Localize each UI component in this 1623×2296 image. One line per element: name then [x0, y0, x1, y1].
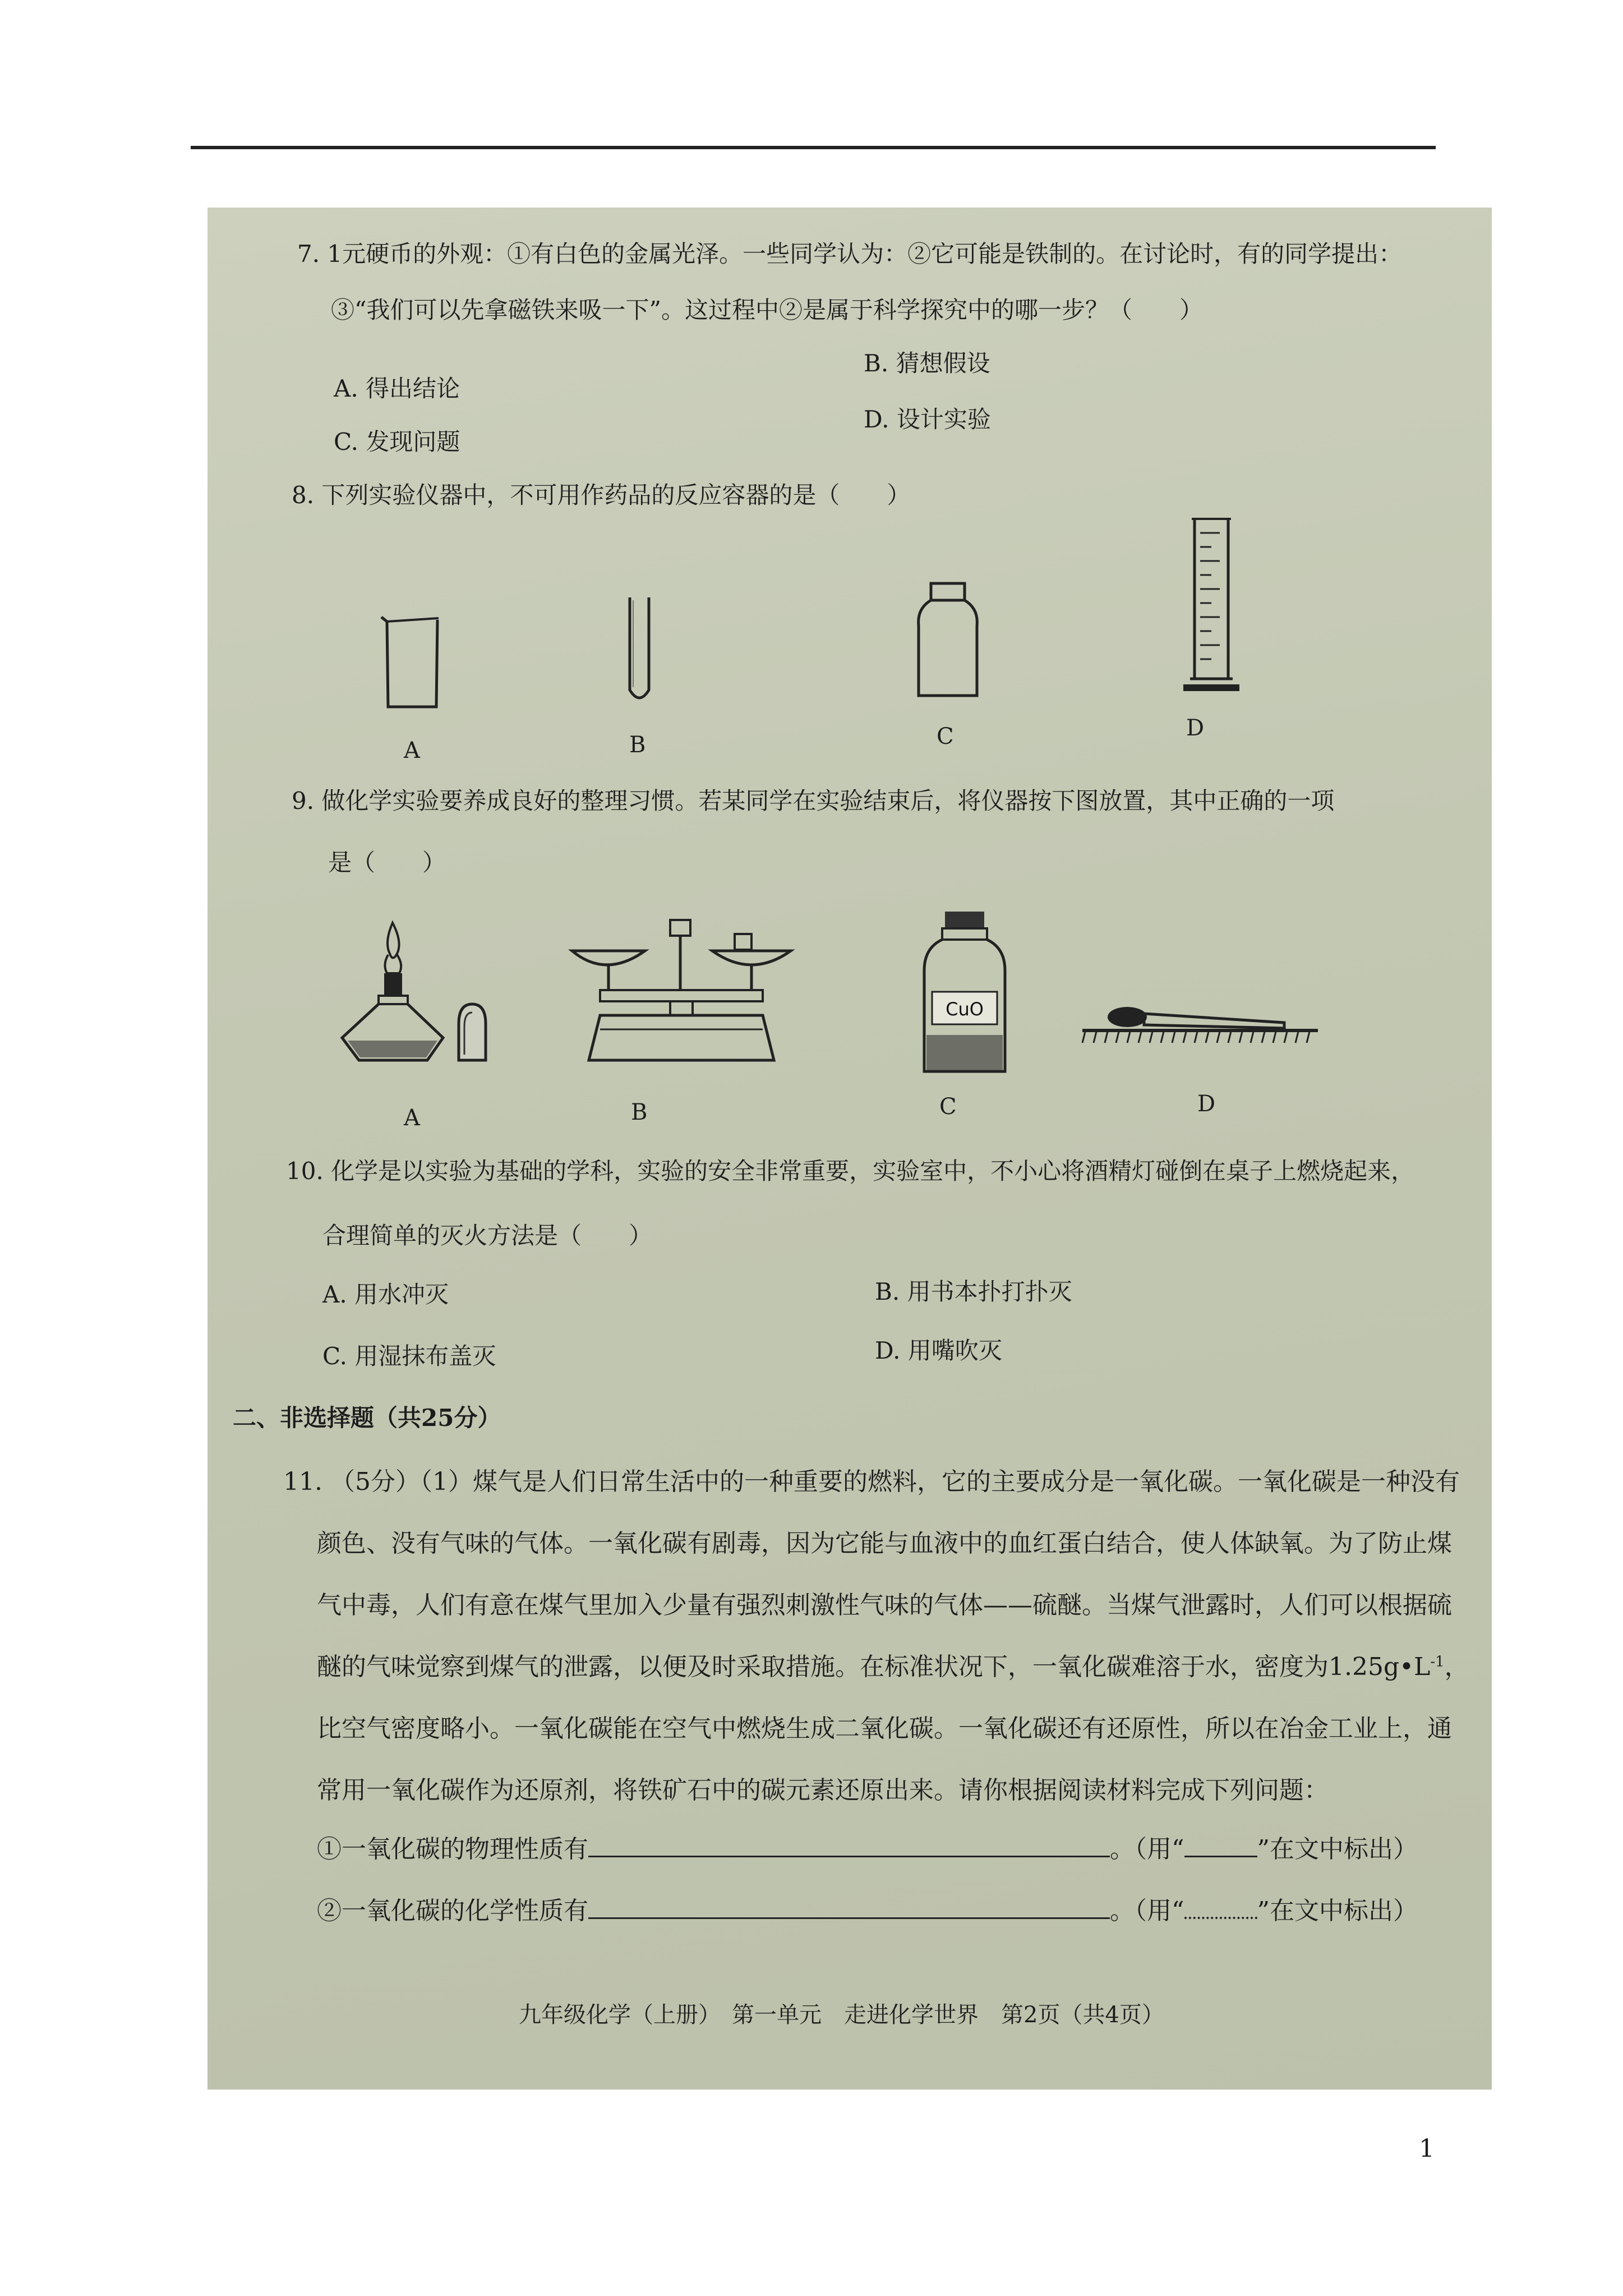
- q8-label-a: A: [404, 738, 420, 763]
- q9-line2: 是（ ）: [328, 849, 446, 876]
- q7-option-c[interactable]: C. 发现问题: [334, 428, 460, 455]
- page-footer: 九年级化学（上册） 第一单元 走进化学世界 第2页（共4页）: [519, 2002, 1164, 2028]
- balance-scale-icon: [566, 917, 802, 1074]
- q11-sub1-answer-blank[interactable]: [588, 1856, 1110, 1857]
- q11-sub2-answer-blank[interactable]: [588, 1917, 1110, 1919]
- q11-line6: 常用一氧化碳作为还原剂，将铁矿石中的碳元素还原出来。请你根据阅读材料完成下列问题：: [317, 1776, 1329, 1805]
- top-rule: [191, 146, 1436, 149]
- q8-stem: 8. 下列实验仪器中，不可用作药品的反应容器的是（ ）: [292, 481, 911, 509]
- q11-line4-end: ，: [1444, 1653, 1469, 1681]
- q11-sub2: [317, 1890, 1418, 1926]
- dropper-on-table-icon: [1082, 996, 1318, 1057]
- q7-line1: 7. 1元硬币的外观：①有白色的金属光泽。一些同学认为：②它可能是铁制的。在讨论时，有的同学提出：: [297, 240, 1403, 268]
- q9-label-a: A: [404, 1105, 420, 1131]
- section-2-heading: 二、非选择题（共25分）: [233, 1404, 501, 1432]
- q11-sub1-underline-sample: [1184, 1856, 1257, 1857]
- q11-line3: 气中毒，人们有意在煤气里加入少量有强烈刺激性气味的气体——硫醚。当煤气泄露时，人们可以根据硫: [317, 1591, 1452, 1619]
- q9-line1: 9. 做化学实验要养成良好的整理习惯。若某同学在实验结束后，将仪器按下图放置，其中正确的一项: [292, 787, 1335, 815]
- q7-option-d[interactable]: D. 设计实验: [864, 406, 991, 433]
- q11-sub1-prefix: ①一氧化碳的物理性质有: [317, 1835, 588, 1864]
- q11-sub2-suffix-a: 。（用“: [1110, 1897, 1184, 1925]
- q11-line1: 11. （5分）（1）煤气是人们日常生活中的一种重要的燃料，它的主要成分是一氧化碳。一氧化碳是一种没有: [283, 1467, 1460, 1496]
- beaker-icon: [376, 611, 449, 712]
- reagent-bottle-icon: [920, 909, 1009, 1077]
- q9-label-b: B: [631, 1099, 648, 1125]
- q11-line5: 比空气密度略小。一氧化碳能在空气中燃烧生成二氧化碳。一氧化碳还有还原性，所以在冶金工业上，通: [317, 1714, 1452, 1743]
- q10-option-b[interactable]: B. 用书本扑打扑灭: [875, 1278, 1072, 1305]
- q11-sub2-suffix-b: ”在文中标出）: [1257, 1897, 1418, 1925]
- q8-label-c: C: [937, 724, 954, 749]
- q10-line1: 10. 化学是以实验为基础的学科，实验的安全非常重要，实验室中，不小心将酒精灯碰倒在桌子上燃烧起来，: [286, 1157, 1415, 1185]
- bottle-label-cuo: CuO: [946, 999, 984, 1020]
- alcohol-lamp-icon: [336, 920, 505, 1071]
- q7-option-b[interactable]: B. 猜想假设: [864, 349, 990, 377]
- wide-mouth-bottle-icon: [914, 581, 981, 704]
- scanned-page-photo: [208, 208, 1492, 2090]
- q7-line2: ③“我们可以先拿磁铁来吸一下”。这过程中②是属于科学探究中的哪一步？（ ）: [331, 296, 1203, 324]
- q11-sub1-suffix-a: 。（用“: [1110, 1835, 1184, 1864]
- q10-option-d[interactable]: D. 用嘴吹灭: [875, 1337, 1002, 1364]
- q11-line2: 颜色、没有气味的气体。一氧化碳有剧毒，因为它能与血液中的血红蛋白结合，使人体缺氧。为了防止煤: [317, 1529, 1452, 1558]
- q10-option-c[interactable]: C. 用湿抹布盖灭: [322, 1342, 496, 1370]
- q11-sub1-suffix-b: ”在文中标出）: [1257, 1835, 1418, 1864]
- q8-label-d: D: [1186, 715, 1205, 741]
- q11-line4-text: 醚的气味觉察到煤气的泄露，以便及时采取措施。在标准状况下，一氧化碳难溶于水，密度为1.25g•L: [317, 1653, 1431, 1681]
- q10-line2: 合理简单的灭火方法是（ ）: [322, 1222, 653, 1249]
- q10-option-a[interactable]: A. 用水冲灭: [322, 1281, 449, 1308]
- q9-label-c: C: [939, 1094, 957, 1120]
- q11-sub2-prefix: ②一氧化碳的化学性质有: [317, 1897, 588, 1925]
- q11-line4-superscript: -1: [1430, 1653, 1445, 1671]
- q9-label-d: D: [1197, 1091, 1216, 1117]
- q11-sub2-wavy-sample: [1184, 1917, 1257, 1919]
- graduated-cylinder-icon: [1178, 516, 1251, 696]
- q8-label-b: B: [629, 732, 646, 758]
- test-tube-icon: [625, 595, 653, 707]
- q11-sub1: [317, 1829, 1418, 1865]
- q7-option-a[interactable]: A. 得出结论: [334, 375, 460, 402]
- page-number: 1: [1419, 2134, 1435, 2163]
- q11-line4: [317, 1646, 1469, 1682]
